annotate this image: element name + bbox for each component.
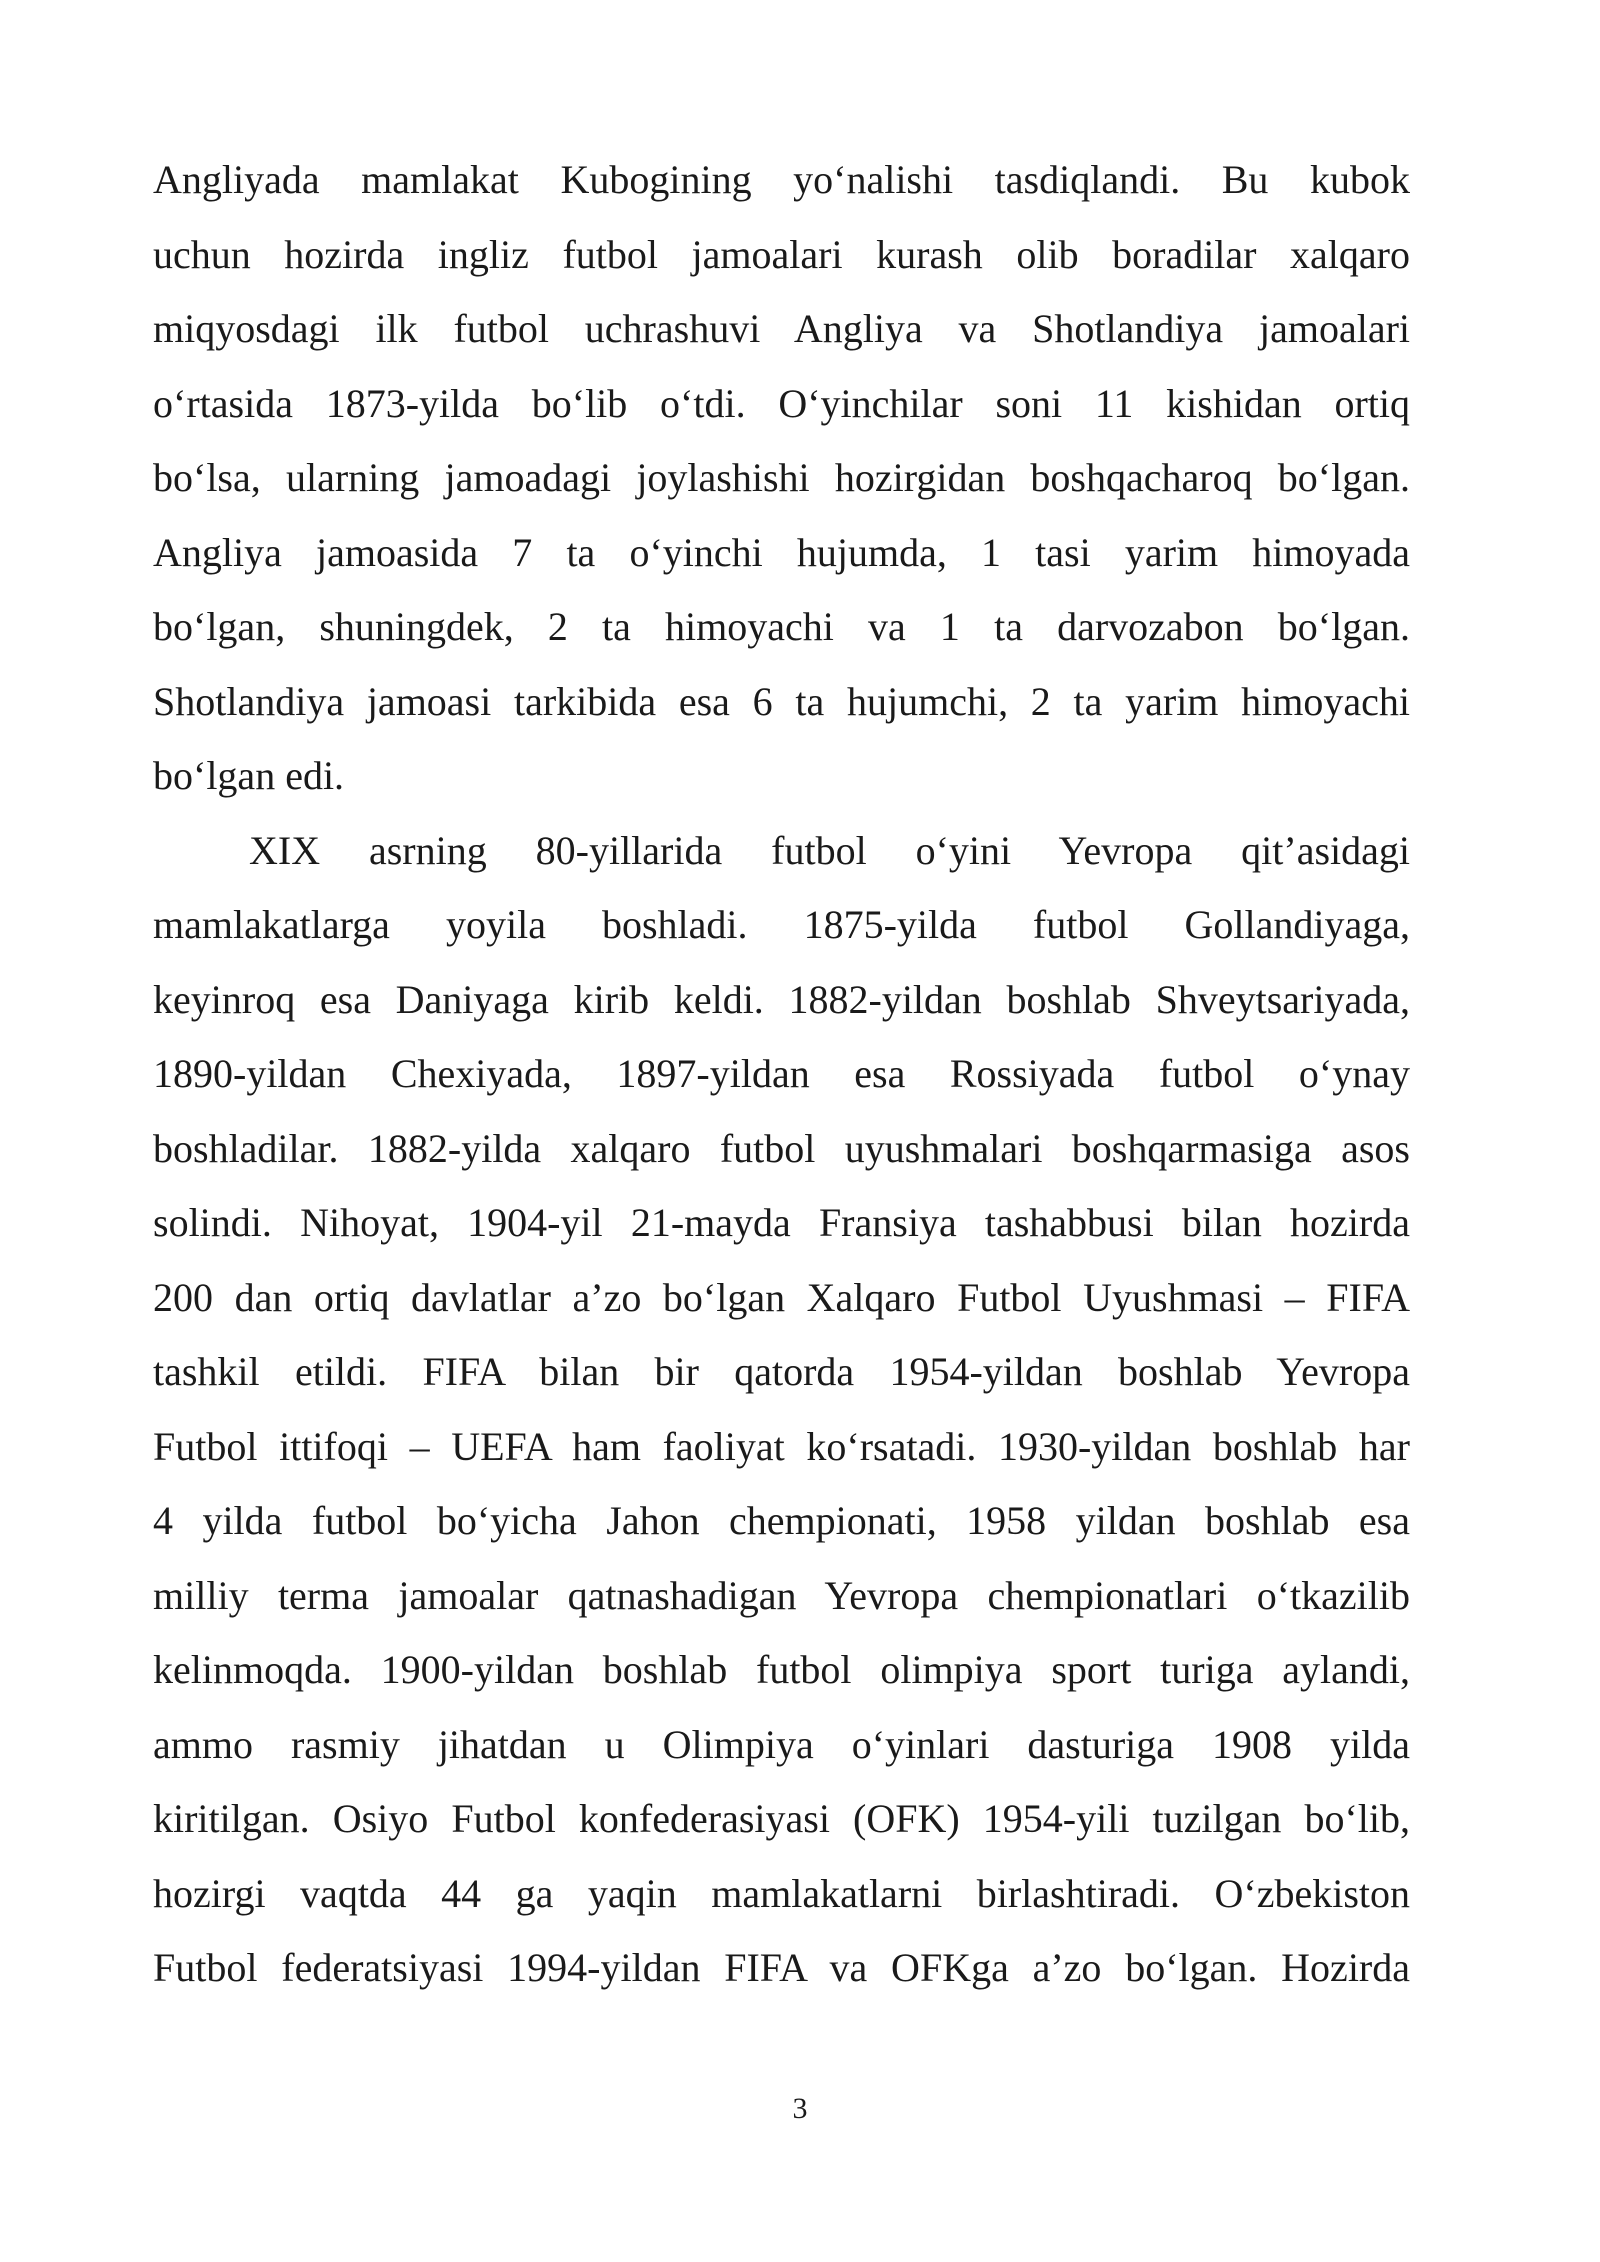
text-line: keyinroq esa Daniyaga kirib keldi. 1882-yildan boshlab Shveytsariyada, <box>153 976 1410 1022</box>
text-line: Futbol federatsiyasi 1994-yildan FIFA va OFKga a’zo bo‘lgan. Hozirda <box>153 1945 1410 1990</box>
text-line: miqyosdagi ilk futbol uchrashuvi Angliya va Shotlandiya jamoalari <box>153 306 1410 351</box>
paragraph-2 <box>153 814 1410 2006</box>
text-line: ammo rasmiy jihatdan u Olimpiya o‘yinlari dasturiga 1908 yilda <box>153 1721 1410 1767</box>
text-line: bo‘lgan edi. <box>153 753 345 798</box>
text-line: hozirgi vaqtda 44 ga yaqin mamlakatlarni birlashtiradi. O‘zbekiston <box>153 1870 1410 1916</box>
page-number: 3 <box>792 2092 808 2125</box>
text-line: boshladilar. 1882-yilda xalqaro futbol uyushmalari boshqarmasiga asos <box>153 1125 1410 1171</box>
text-line: bo‘lgan, shuningdek, 2 ta himoyachi va 1 ta darvozabon bo‘lgan. <box>153 604 1410 649</box>
text-line: solindi. Nihoyat, 1904-yil 21-mayda Fransiya tashabbusi bilan hozirda <box>153 1200 1410 1245</box>
text-line: bo‘lsa, ularning jamoadagi joylashishi hozirgidan boshqacharoq bo‘lgan. <box>153 455 1410 500</box>
text-line: kiritilgan. Osiyo Futbol konfederasiyasi (OFK) 1954-yili tuzilgan bo‘lib, <box>153 1796 1410 1841</box>
text-line: uchun hozirda ingliz futbol jamoalari kurash olib boradilar xalqaro <box>153 231 1410 277</box>
text-line: XIX asrning 80-yillarida futbol o‘yini Yevropa qit’asidagi <box>249 827 1410 873</box>
text-line: Futbol ittifoqi – UEFA ham faoliyat ko‘rsatadi. 1930-yildan boshlab har <box>153 1423 1410 1469</box>
text-line: Angliyada mamlakat Kubogining yo‘nalishi tasdiqlandi. Bu kubok <box>153 157 1410 202</box>
text-line: mamlakatlarga yoyila boshladi. 1875-yilda futbol Gollandiyaga, <box>153 902 1410 947</box>
text-line: milliy terma jamoalar qatnashadigan Yevropa chempionatlari o‘tkazilib <box>153 1572 1410 1618</box>
paragraph-1 <box>153 143 1410 814</box>
text-line: o‘rtasida 1873-yilda bo‘lib o‘tdi. O‘yinchilar soni 11 kishidan ortiq <box>153 380 1410 426</box>
text-line: kelinmoqda. 1900-yildan boshlab futbol olimpiya sport turiga aylandi, <box>153 1647 1410 1692</box>
document-body <box>153 143 1410 2006</box>
text-line: 1890-yildan Chexiyada, 1897-yildan esa Rossiyada futbol o‘ynay <box>153 1051 1410 1096</box>
text-line: Shotlandiya jamoasi tarkibida esa 6 ta hujumchi, 2 ta yarim himoyachi <box>153 678 1410 724</box>
text-line: Angliya jamoasida 7 ta o‘yinchi hujumda, 1 tasi yarim himoyada <box>153 529 1410 575</box>
text-line: 200 dan ortiq davlatlar a’zo bo‘lgan Xalqaro Futbol Uyushmasi – FIFA <box>153 1274 1410 1320</box>
text-line: 4 yilda futbol bo‘yicha Jahon chempionati, 1958 yildan boshlab esa <box>153 1498 1410 1543</box>
text-line: tashkil etildi. FIFA bilan bir qatorda 1954-yildan boshlab Yevropa <box>153 1349 1410 1394</box>
